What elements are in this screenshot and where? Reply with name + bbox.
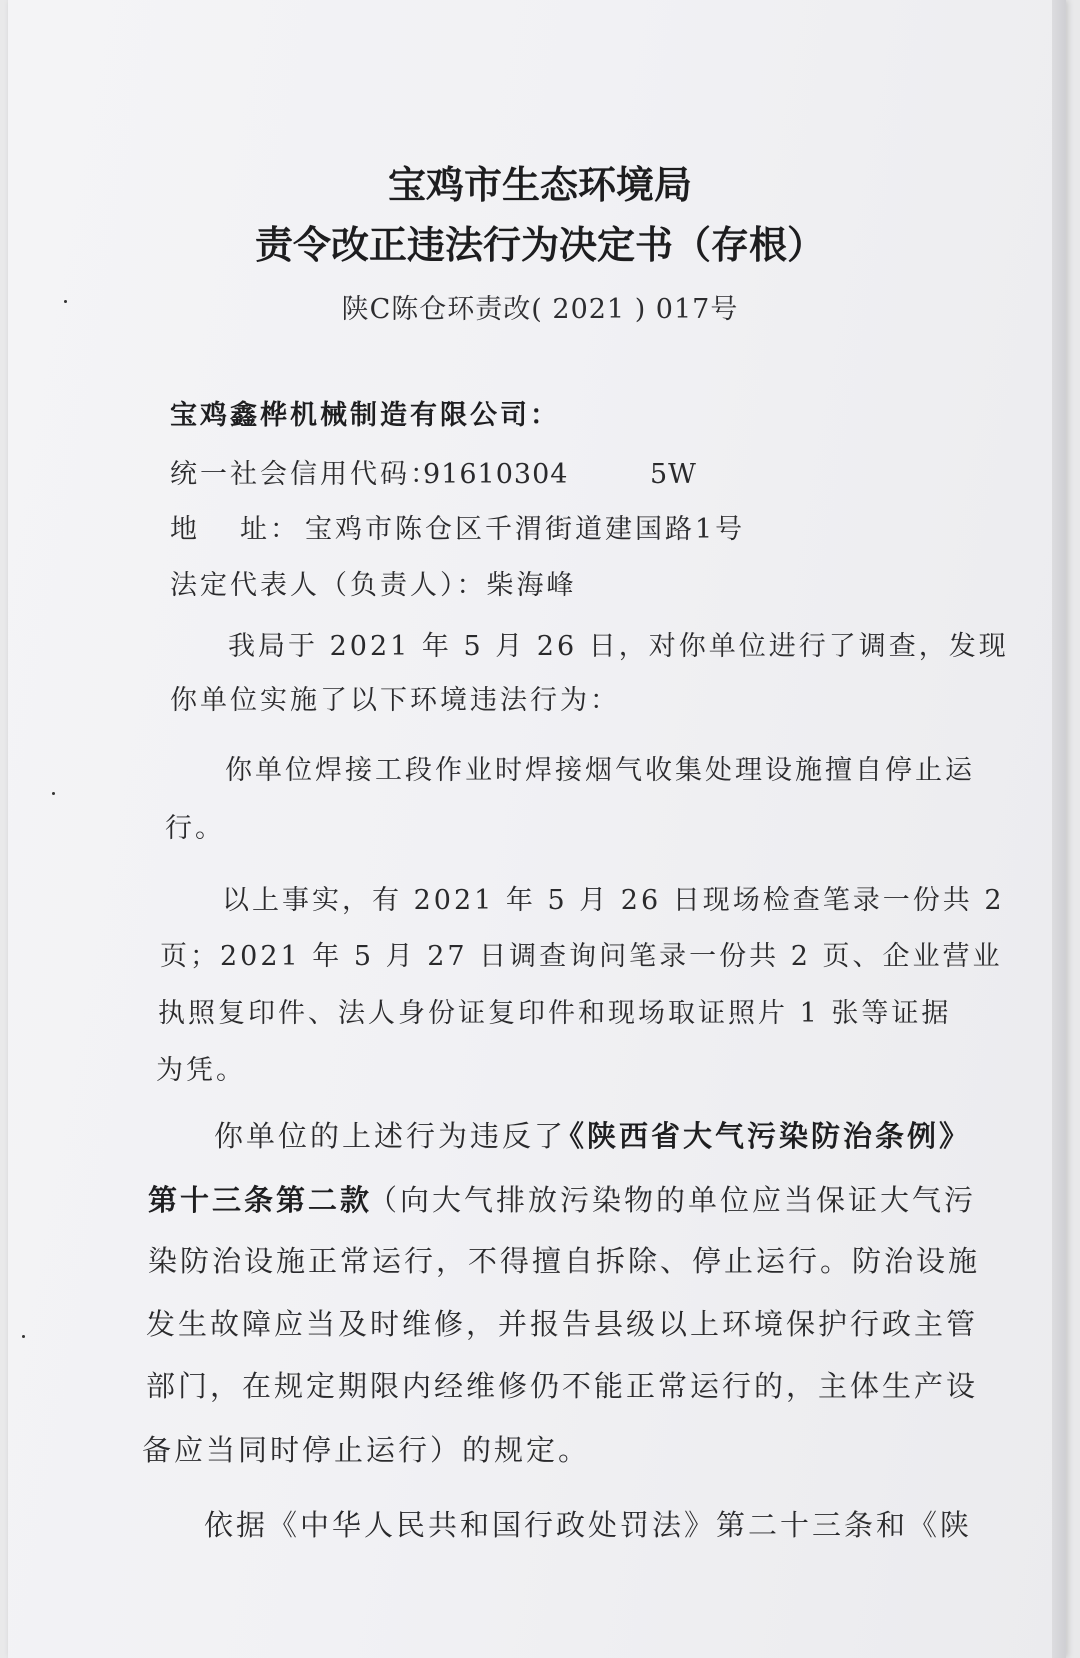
address-label-1: 地 [170, 514, 200, 545]
para4-line1-a: 你单位的上述行为违反了 [214, 1119, 567, 1153]
margin-mark [52, 792, 55, 795]
legal-representative: 法定代表人（负责人）：柴海峰 [170, 570, 577, 601]
para4-line3: 染防治设施正常运行，不得擅自拆除、停止运行。防治设施 [148, 1244, 981, 1278]
para4-line5: 部门，在规定期限内经维修仍不能正常运行的，主体生产设 [146, 1369, 979, 1403]
margin-mark [64, 300, 67, 303]
para2-line2: 行。 [165, 813, 225, 844]
para5-line1: 依据《中华人民共和国行政处罚法》第二十三条和《陕 [204, 1508, 973, 1542]
article-reference: 第十三条第二款 [148, 1183, 373, 1217]
para3-line1: 以上事实，有 2021 年 5 月 26 日现场检查笔录一份共 2 [222, 885, 1005, 916]
para4-line4: 发生故障应当及时维修，并报告县级以上环境保护行政主管 [146, 1307, 979, 1341]
para3-line4: 为凭。 [156, 1055, 246, 1086]
para1-line1: 我局于 2021 年 5 月 26 日，对你单位进行了调查，发现 [228, 631, 1009, 662]
credit-code-part2: 5W [650, 459, 697, 490]
para4-line2-b: （向大气排放污染物的单位应当保证大气污 [368, 1183, 977, 1217]
credit-code-part1: 91610304 [423, 459, 569, 490]
document-number: 陕C陈仓环责改( 2021 ) 017号 [341, 294, 739, 325]
para4-line6: 备应当同时停止运行）的规定。 [142, 1433, 591, 1467]
para2-line1: 你单位焊接工段作业时焊接烟气收集处理设施擅自停止运 [225, 755, 975, 786]
para3-line2: 页；2021 年 5 月 27 日调查询问笔录一份共 2 页、企业营业 [160, 941, 1003, 972]
margin-mark [22, 1335, 25, 1338]
regulation-name: 《陕西省大气污染防治条例》 [555, 1119, 972, 1153]
recipient-company: 宝鸡鑫桦机械制造有限公司： [170, 400, 560, 431]
document-title-line1: 宝鸡市生态环境局 [387, 163, 692, 207]
credit-code-label: 统一社会信用代码： [170, 459, 440, 490]
para3-line3: 执照复印件、法人身份证复印件和现场取证照片 1 张等证据 [158, 998, 952, 1029]
address-value: 宝鸡市陈仓区千渭街道建国路1号 [305, 514, 746, 545]
document-title-line2: 责令改正违法行为决定书（存根） [254, 223, 825, 267]
address-label-2: 址： [240, 514, 300, 545]
para1-line2: 你单位实施了以下环境违法行为： [170, 685, 620, 716]
